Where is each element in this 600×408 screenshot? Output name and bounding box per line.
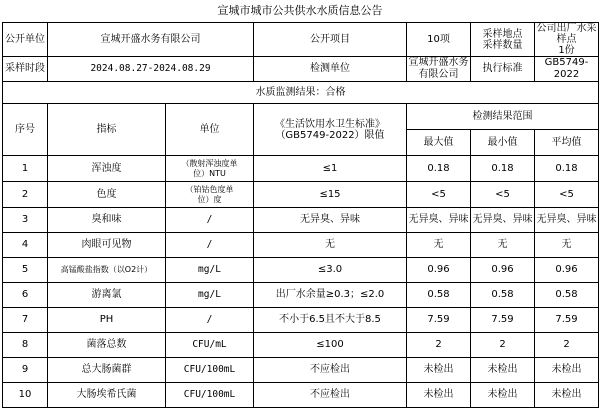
row-max: 0.58 — [407, 283, 471, 308]
row-avg: 无异臭、异味 — [535, 208, 599, 233]
row-unit — [166, 333, 254, 358]
row-indicator: 总大肠菌群 — [48, 358, 166, 383]
row-avg: 0.18 — [535, 156, 599, 182]
row-unit-line1: （散射浑浊度单 — [181, 158, 238, 168]
row-no: 4 — [3, 233, 48, 258]
row-limit: 不应检出 — [254, 358, 407, 383]
item-label: 公开项目 — [254, 23, 407, 57]
detect-label: 检测单位 — [254, 57, 407, 82]
row-indicator: 色度 — [48, 182, 166, 208]
row-min: 2 — [471, 333, 535, 358]
sample-count-value: 1份 — [558, 45, 575, 56]
row-unit-line1: CFU/mL — [192, 339, 227, 350]
row-unit-line1: （铂钴色度单 — [185, 184, 234, 194]
row-indicator: PH — [48, 308, 166, 333]
row-avg: 0.58 — [535, 283, 599, 308]
standard-label: 执行标准 — [471, 57, 535, 82]
sample-value — [535, 23, 599, 57]
row-limit: 不应检出 — [254, 383, 407, 408]
row-no: 9 — [3, 358, 48, 383]
row-limit: 无异臭、异味 — [254, 208, 407, 233]
row-no: 2 — [3, 182, 48, 208]
row-unit-line1: / — [206, 239, 213, 250]
sample-label — [471, 23, 535, 57]
row-no: 6 — [3, 283, 48, 308]
row-avg: 0.96 — [535, 258, 599, 283]
item-value: 10项 — [407, 23, 471, 57]
table-row — [3, 308, 599, 333]
row-limit: 出厂水余量≥0.3；≤2.0 — [254, 283, 407, 308]
row-max: 7.59 — [407, 308, 471, 333]
sample-location-label: 采样地点 — [482, 28, 523, 40]
row-min: 0.58 — [471, 283, 535, 308]
row-unit-line2: 位）度 — [197, 194, 222, 204]
row-avg: 未检出 — [535, 358, 599, 383]
row-min: 7.59 — [471, 308, 535, 333]
row-no: 7 — [3, 308, 48, 333]
standard-value: GB5749-2022 — [535, 57, 599, 82]
row-no: 10 — [3, 383, 48, 408]
table-row — [3, 233, 599, 258]
table-row — [3, 333, 599, 358]
row-unit — [166, 208, 254, 233]
row-limit: 不小于6.5且不大于8.5 — [254, 308, 407, 333]
row-unit — [166, 182, 254, 208]
row-unit-line1: CFU/100mL — [183, 364, 236, 375]
result-line: 水质监测结果：合格 — [3, 82, 599, 104]
table-row — [3, 283, 599, 308]
row-max: 未检出 — [407, 383, 471, 408]
header-row-1 — [3, 104, 599, 130]
sample-count-label: 采样数量 — [482, 39, 523, 51]
row-indicator: 高锰酸盐指数（以O2计） — [48, 258, 166, 283]
header-limit — [254, 104, 407, 156]
row-avg: 2 — [535, 333, 599, 358]
time-label: 采样时段 — [3, 57, 48, 82]
table-row — [3, 208, 599, 233]
row-unit — [166, 283, 254, 308]
header-min: 最小值 — [471, 130, 535, 156]
row-avg: <5 — [535, 182, 599, 208]
row-min: <5 — [471, 182, 535, 208]
result-row — [3, 82, 599, 104]
info-row-1 — [3, 23, 599, 57]
row-limit: ≤100 — [254, 333, 407, 358]
row-unit-line1: / — [206, 214, 213, 225]
row-indicator: 臭和味 — [48, 208, 166, 233]
row-indicator: 大肠埃希氏菌 — [48, 383, 166, 408]
row-avg: 未检出 — [535, 383, 599, 408]
row-unit-line1: / — [206, 314, 213, 325]
row-max: 无 — [407, 233, 471, 258]
row-no: 1 — [3, 156, 48, 182]
header-avg: 平均值 — [535, 130, 599, 156]
row-indicator: 肉眼可见物 — [48, 233, 166, 258]
row-indicator: 菌落总数 — [48, 333, 166, 358]
row-limit: 无 — [254, 233, 407, 258]
info-row-2 — [3, 57, 599, 82]
header-indicator: 指标 — [48, 104, 166, 156]
row-unit — [166, 358, 254, 383]
row-unit-line2: 位）NTU — [193, 168, 226, 178]
sample-location-value: 公司出厂水采样点 — [536, 23, 597, 45]
row-max: 0.18 — [407, 156, 471, 182]
table-row — [3, 358, 599, 383]
row-unit — [166, 308, 254, 333]
table-row — [3, 258, 599, 283]
row-unit — [166, 156, 254, 182]
row-unit-line1: mg/L — [198, 289, 221, 300]
header-unit: 单位 — [166, 104, 254, 156]
row-unit — [166, 258, 254, 283]
row-limit: ≤15 — [254, 182, 407, 208]
row-unit-line1: mg/L — [198, 264, 221, 275]
time-value: 2024.08.27-2024.08.29 — [48, 57, 254, 82]
row-no: 3 — [3, 208, 48, 233]
row-no: 8 — [3, 333, 48, 358]
row-limit: ≤3.0 — [254, 258, 407, 283]
water-quality-table — [2, 22, 599, 408]
row-min: 无 — [471, 233, 535, 258]
row-unit — [166, 383, 254, 408]
row-min: 无异臭、异味 — [471, 208, 535, 233]
row-no: 5 — [3, 258, 48, 283]
unit-label: 公开单位 — [3, 23, 48, 57]
table-row — [3, 156, 599, 182]
row-max: 2 — [407, 333, 471, 358]
data-rows — [3, 156, 599, 408]
row-min: 未检出 — [471, 383, 535, 408]
row-avg: 7.59 — [535, 308, 599, 333]
row-indicator: 游离氯 — [48, 283, 166, 308]
row-max: 未检出 — [407, 358, 471, 383]
header-max: 最大值 — [407, 130, 471, 156]
header-limit-line1: 《生活饮用水卫生标准》 — [275, 118, 385, 130]
row-max: <5 — [407, 182, 471, 208]
row-min: 0.18 — [471, 156, 535, 182]
row-max: 无异臭、异味 — [407, 208, 471, 233]
row-unit-line1: CFU/100mL — [183, 389, 236, 400]
row-min: 未检出 — [471, 358, 535, 383]
row-min: 0.96 — [471, 258, 535, 283]
header-limit-line2: （GB5749-2022）限值 — [275, 129, 385, 141]
detect-value: 宣城开盛水务有限公司 — [408, 57, 469, 80]
row-max: 0.96 — [407, 258, 471, 283]
header-range: 检测结果范围 — [407, 104, 599, 130]
unit-value: 宣城开盛水务有限公司 — [48, 23, 254, 57]
row-avg: 无 — [535, 233, 599, 258]
table-row — [3, 182, 599, 208]
row-limit: ≤1 — [254, 156, 407, 182]
page-title: 宣城市城市公共供水水质信息公告 — [217, 4, 383, 17]
row-unit — [166, 233, 254, 258]
row-indicator: 浑浊度 — [48, 156, 166, 182]
header-no: 序号 — [3, 104, 48, 156]
table-row — [3, 383, 599, 408]
